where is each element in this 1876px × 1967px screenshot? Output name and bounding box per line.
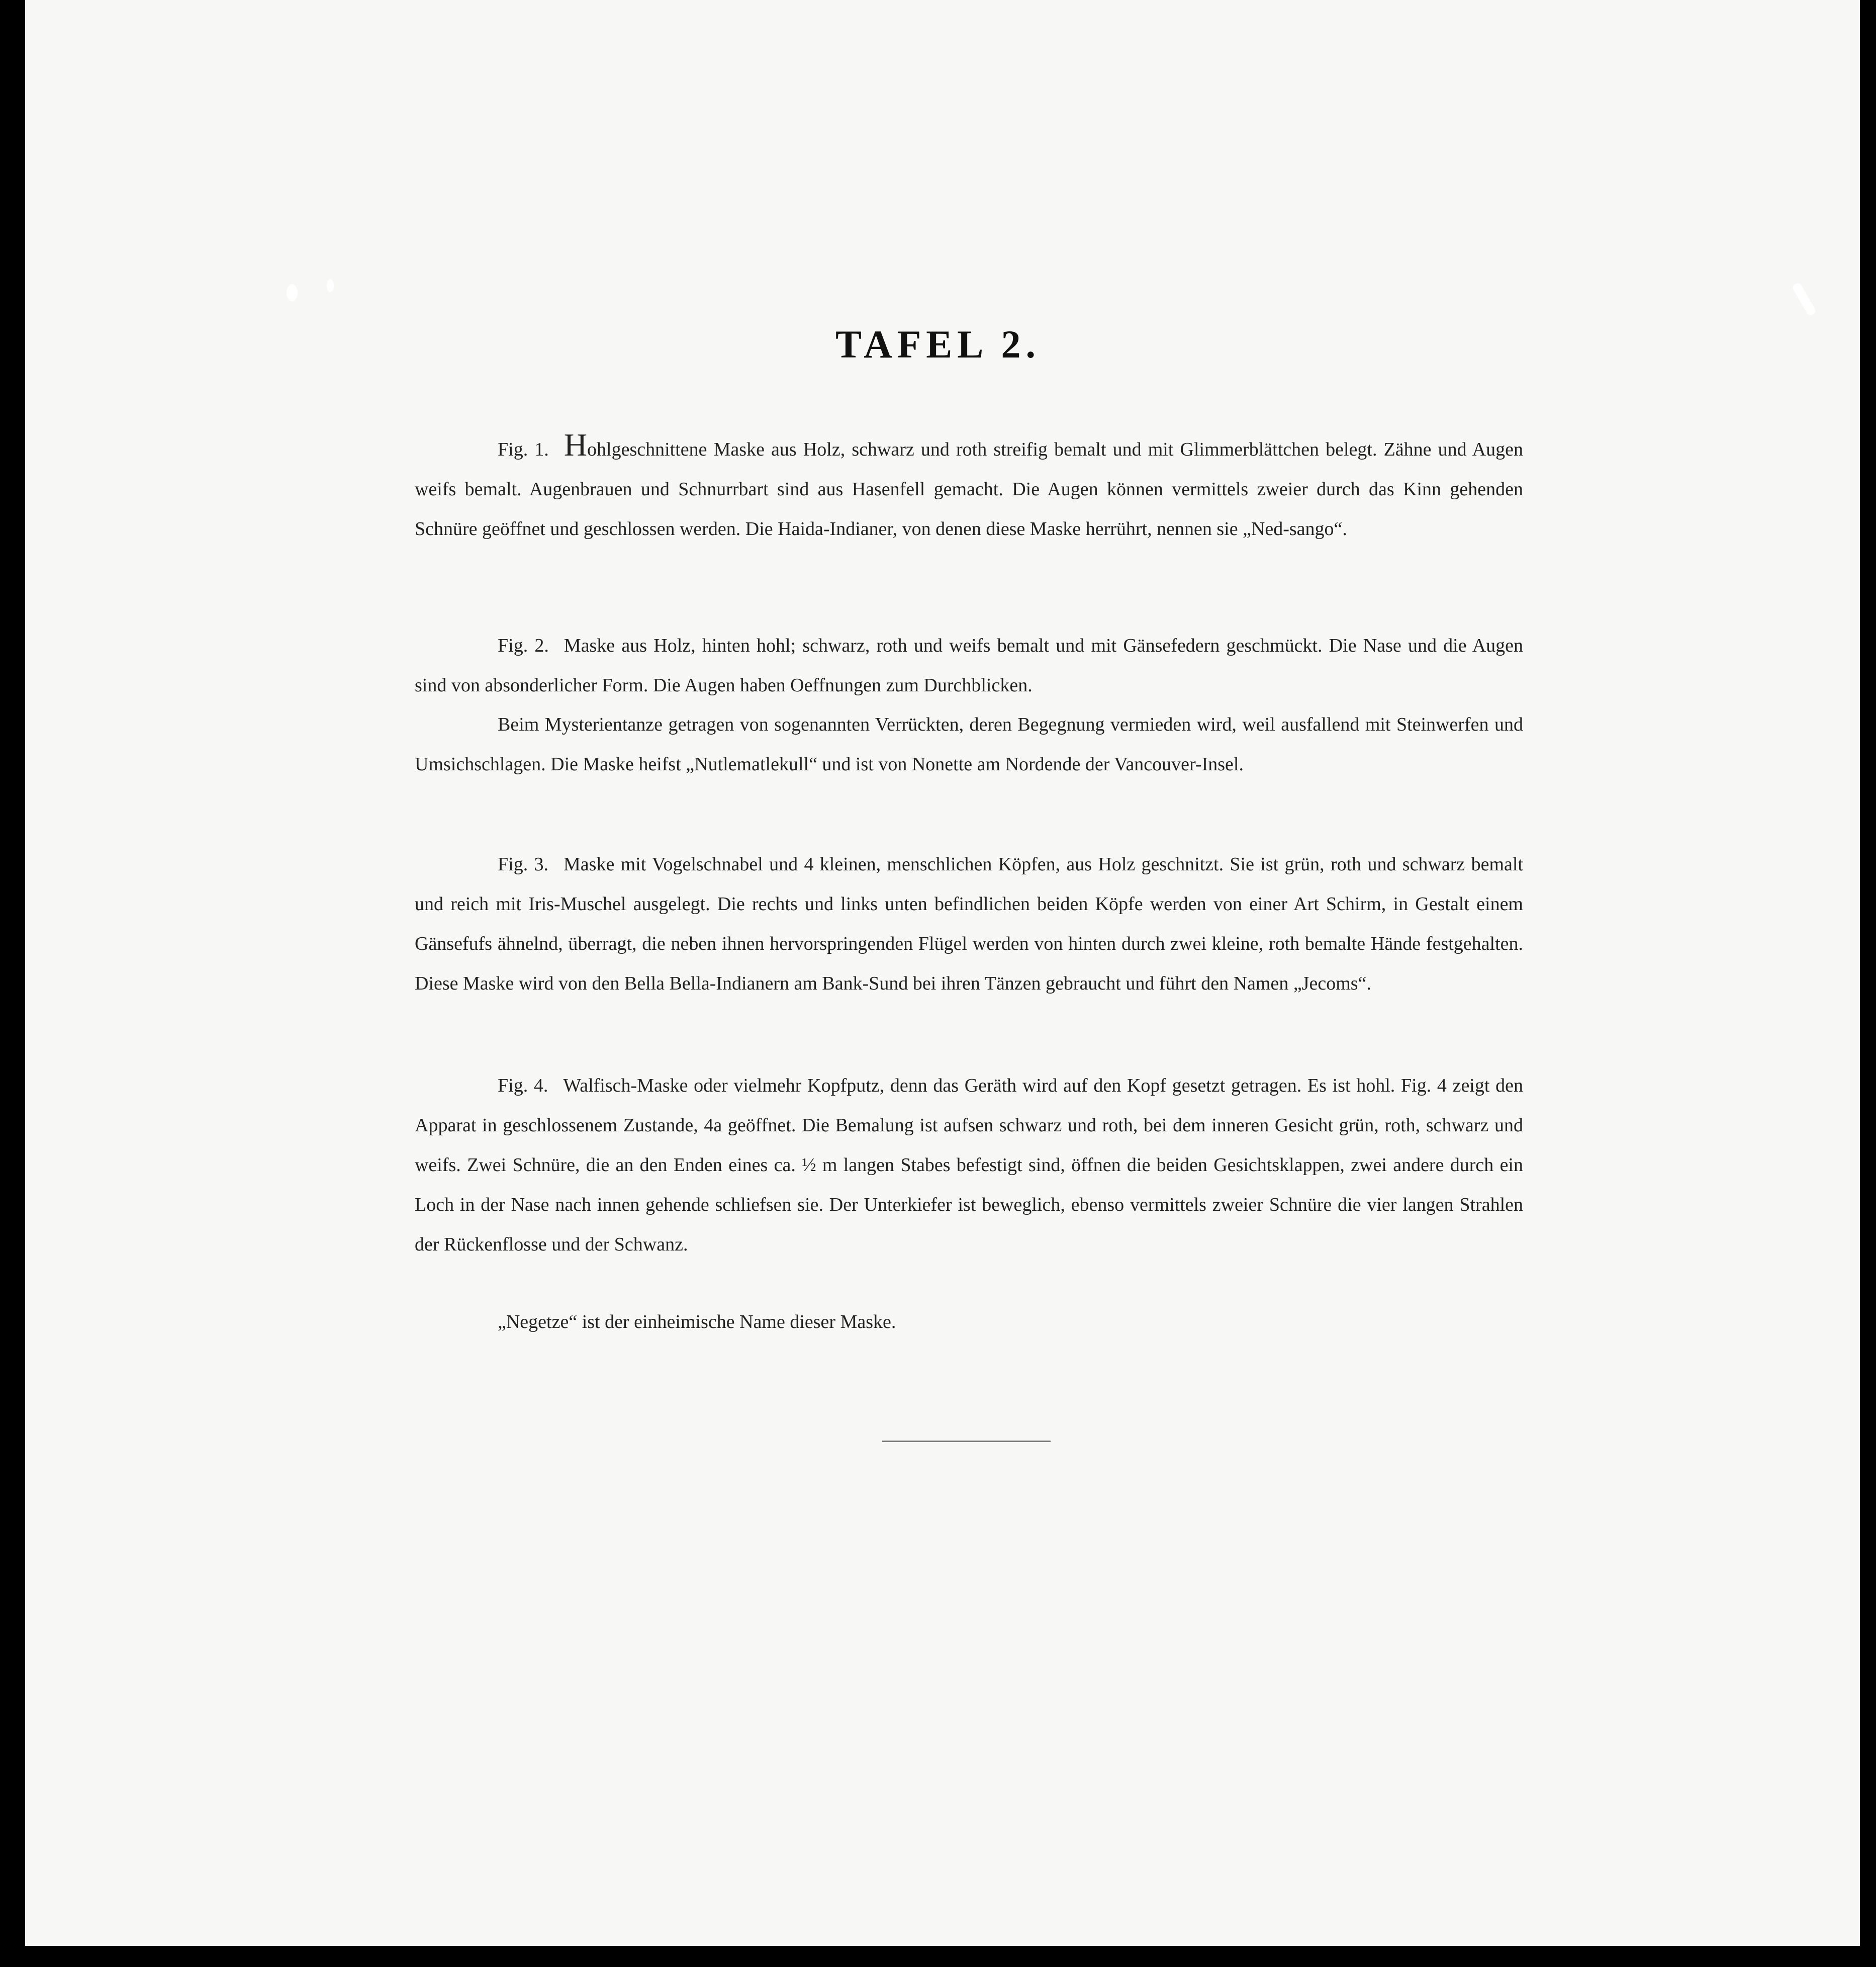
figure-label: Fig. 2. bbox=[498, 635, 549, 656]
paragraph-fig2-continued bbox=[415, 705, 1523, 784]
scan-speck bbox=[327, 279, 334, 292]
figure-label: Fig. 4. bbox=[498, 1075, 548, 1096]
paragraph-fig4-continued bbox=[415, 1302, 1523, 1342]
paragraph-text: „Negetze“ ist der einheimische Name dieser Maske. bbox=[498, 1311, 896, 1332]
paragraph-fig4 bbox=[415, 1066, 1523, 1265]
paragraph-text: ohlgeschnittene Maske aus Holz, schwarz und roth streifig bemalt und mit Glimmerblättchen belegt. Zähne und Augen weifs bemalt. Augenbrauen und Schnurrbart sind aus Hasenfell gemacht. Die Augen können vermittels zweier durch das Kinn gehenden Schnüre geöffnet und geschlossen werden. Die Haida-Indianer, von denen diese Maske herrührt, nennen sie „Ned-sango“. bbox=[415, 439, 1523, 540]
paragraph-text: Walfisch-Maske oder vielmehr Kopfputz, denn das Geräth wird auf den Kopf gesetzt getragen. Es ist hohl. Fig. 4 zeigt den Apparat in geschlossenem Zustande, 4a geöffnet. Die Bemalung ist aufsen schwarz und roth, bei dem inneren Gesicht grün, roth, schwarz und weifs. Zwei Schnüre, die an den Enden eines ca. ½ m langen Stabes befestigt sind, öffnen die beiden Gesichtsklappen, zwei andere durch ein Loch in der Nase nach innen gehende schliefsen sie. Der Unterkiefer ist beweglich, ebenso vermittels zweier Schnüre die vier langen Strahlen der Rückenflosse und der Schwanz. bbox=[415, 1075, 1523, 1255]
paragraph-fig1 bbox=[415, 427, 1523, 549]
scan-speck bbox=[287, 284, 298, 301]
closing-rule bbox=[882, 1441, 1051, 1442]
paragraph-text: Maske aus Holz, hinten hohl; schwarz, roth und weifs bemalt und mit Gänsefedern geschmückt. Die Nase und die Augen sind von absonderlicher Form. Die Augen haben Oeffnungen zum Durchblicken. bbox=[415, 635, 1523, 696]
page-title: TAFEL 2. bbox=[835, 322, 1041, 366]
drop-cap: H bbox=[564, 427, 588, 463]
paragraph-text: Maske mit Vogelschnabel und 4 kleinen, menschlichen Köpfen, aus Holz geschnitzt. Sie ist grün, roth und schwarz bemalt und reich mit Iris-Muschel ausgelegt. Die rechts und links unten befindlichen beiden Köpfe werden von einer Art Schirm, in Gestalt einem Gänsefufs ähnelnd, überragt, die neben ihnen hervorspringenden Flügel werden von hinten durch zwei kleine, roth bemalte Hände festgehalten. Diese Maske wird von den Bella Bella-Indianern am Bank-Sund bei ihren Tänzen gebraucht und führt den Namen „Jecoms“. bbox=[415, 854, 1523, 994]
figure-label: Fig. 1. bbox=[498, 439, 549, 460]
paragraph-text: Beim Mysterientanze getragen von sogenannten Verrückten, deren Begegnung vermieden wird, weil ausfallend mit Steinwerfen und Umsichschlagen. Die Maske heifst „Nutlematlekull“ und ist von Nonette am Nordende der Vancouver-Insel. bbox=[415, 714, 1523, 775]
paragraph-fig2 bbox=[415, 626, 1523, 705]
figure-label: Fig. 3. bbox=[498, 854, 548, 875]
paragraph-fig3 bbox=[415, 845, 1523, 1004]
